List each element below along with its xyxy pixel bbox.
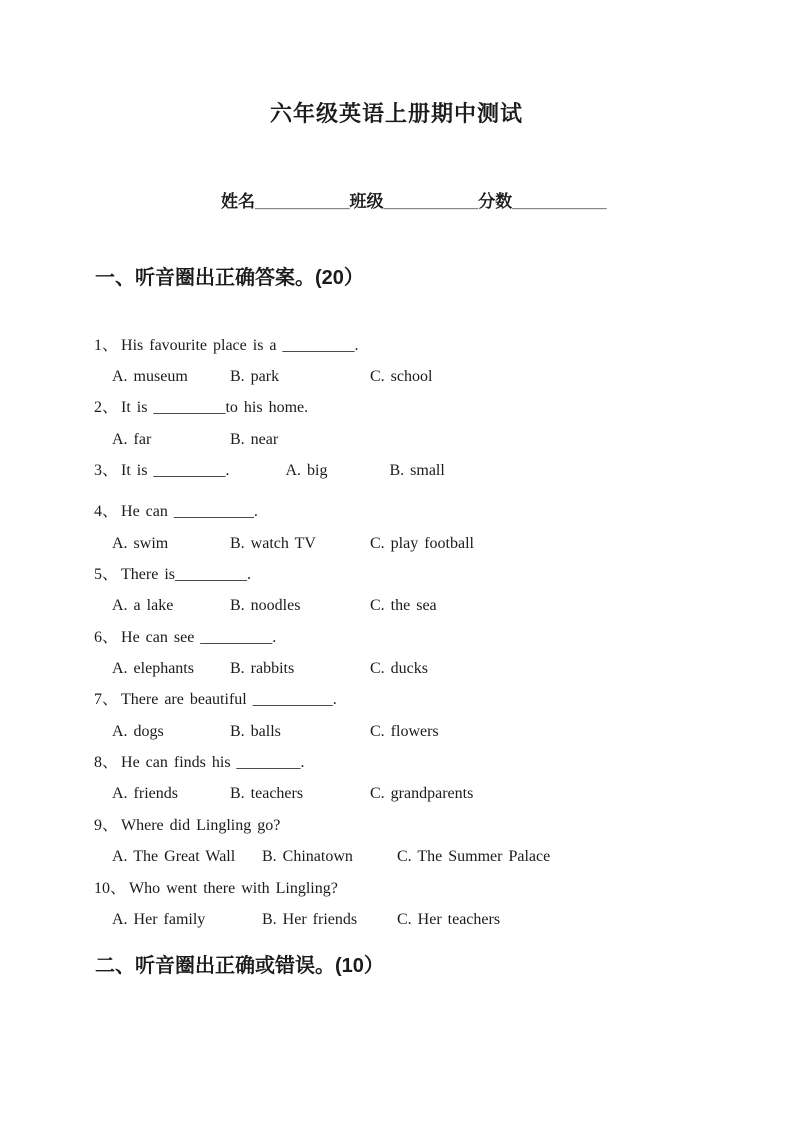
question-3-stem: It is _________. <box>121 462 230 480</box>
question-5-option-a: A. a lake <box>112 597 174 615</box>
question-4-option-b: B. watch TV <box>230 534 316 552</box>
question-6-option-b: B. rabbits <box>230 660 295 678</box>
class-blank: __________ <box>383 192 479 211</box>
question-1-options-row <box>94 361 754 392</box>
question-1-option-a: A. museum <box>112 368 188 386</box>
question-5-number: 5、 <box>94 566 119 584</box>
question-4-options-row <box>94 528 754 559</box>
question-6-stem: He can see _________. <box>121 628 277 646</box>
question-2-options-row <box>94 424 754 455</box>
section-two-heading: 二、听音圈出正确或错误。(10） <box>95 955 384 977</box>
name-label: 姓名 <box>221 192 255 211</box>
question-6-stem-row <box>94 622 754 653</box>
question-10-stem: Who went there with Lingling? <box>129 879 338 897</box>
question-9-option-a: A. The Great Wall <box>112 848 236 866</box>
question-7-options-row <box>94 716 754 747</box>
score-label: 分数 <box>478 192 513 211</box>
question-4-number: 4、 <box>94 503 119 521</box>
question-10-option-b: B. Her friends <box>262 910 358 928</box>
question-8-options-row <box>94 779 754 810</box>
question-4-stem-row <box>94 497 754 528</box>
class-label: 班级 <box>349 192 384 211</box>
question-10-option-a: A. Her family <box>112 910 206 928</box>
question-10-number: 10、 <box>94 879 127 897</box>
question-9-stem-row <box>94 810 754 841</box>
question-4-stem: He can __________. <box>121 503 258 521</box>
score-blank: __________ <box>512 192 607 211</box>
question-9-stem: Where did Lingling go? <box>121 816 281 834</box>
section-one-heading: 一、听音圈出正确答案。(20） <box>95 267 364 289</box>
question-1-option-c: C. school <box>370 368 433 386</box>
question-3-option-b: B. small <box>389 462 445 480</box>
question-5-option-c: C. the sea <box>370 597 437 615</box>
question-9-options-row <box>94 842 754 873</box>
section-one-questions <box>94 330 754 936</box>
question-2-option-b: B. near <box>230 430 279 448</box>
question-5-option-b: B. noodles <box>230 597 301 615</box>
question-2-stem: It is _________to his home. <box>121 399 309 417</box>
question-6-option-c: C. ducks <box>370 660 428 678</box>
question-8-stem-row <box>94 747 754 778</box>
question-7-option-c: C. flowers <box>370 722 439 740</box>
question-5-stem: There is_________. <box>121 566 251 584</box>
question-9-option-b: B. Chinatown <box>262 848 353 866</box>
question-10-stem-row <box>94 873 754 904</box>
question-3-stem-row <box>94 455 754 486</box>
question-1-number: 1、 <box>94 336 119 354</box>
question-5-options-row <box>94 591 754 622</box>
question-8-option-b: B. teachers <box>230 785 304 803</box>
question-6-number: 6、 <box>94 628 119 646</box>
question-6-options-row <box>94 653 754 684</box>
question-8-number: 8、 <box>94 754 119 772</box>
question-10-option-c: C. Her teachers <box>397 910 501 928</box>
name-blank: __________ <box>255 192 350 211</box>
question-3-option-a: A. big <box>285 462 328 480</box>
question-10-options-row <box>94 904 754 935</box>
question-9-number: 9、 <box>94 816 119 834</box>
question-4-option-a: A. swim <box>112 534 169 552</box>
student-info-line <box>221 190 607 214</box>
question-7-stem-row <box>94 685 754 716</box>
question-7-option-a: A. dogs <box>112 722 164 740</box>
question-1-option-b: B. park <box>230 368 280 386</box>
question-4-option-c: C. play football <box>370 534 474 552</box>
question-8-stem: He can finds his ________. <box>121 754 305 772</box>
question-2-stem-row <box>94 393 754 424</box>
document-title: 六年级英语上册期中测试 <box>269 101 523 126</box>
question-5-stem-row <box>94 559 754 590</box>
question-1-stem: His favourite place is a _________. <box>121 336 359 354</box>
question-2-option-a: A. far <box>112 430 152 448</box>
question-9-option-c: C. The Summer Palace <box>397 848 551 866</box>
question-7-option-b: B. balls <box>230 722 281 740</box>
question-6-option-a: A. elephants <box>112 660 194 678</box>
question-2-number: 2、 <box>94 399 119 417</box>
question-7-stem: There are beautiful __________. <box>121 691 337 709</box>
question-8-option-a: A. friends <box>112 785 178 803</box>
question-3-number: 3、 <box>94 462 119 480</box>
question-8-option-c: C. grandparents <box>370 785 474 803</box>
question-7-number: 7、 <box>94 691 119 709</box>
question-1-stem-row <box>94 330 754 361</box>
